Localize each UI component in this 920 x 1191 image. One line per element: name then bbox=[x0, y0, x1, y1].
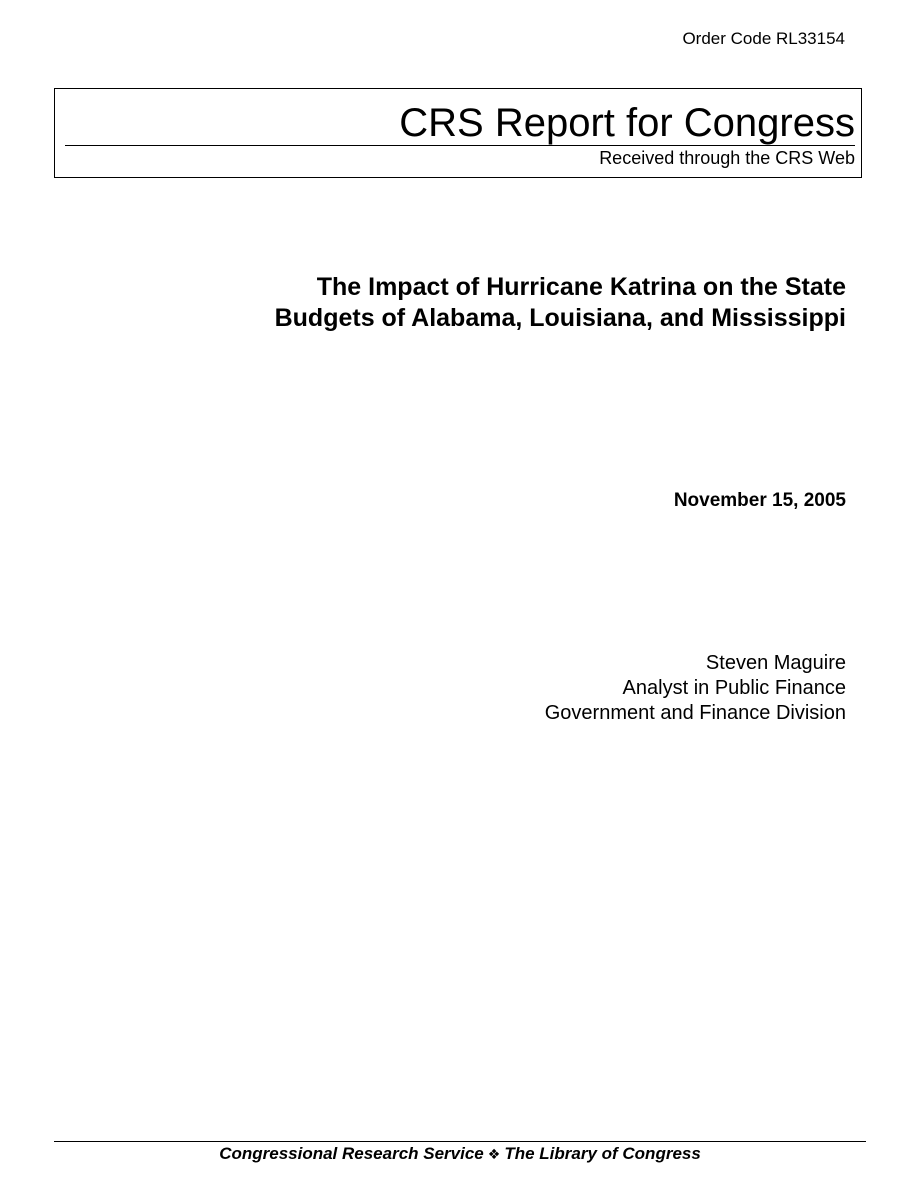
report-date: November 15, 2005 bbox=[673, 490, 846, 511]
header-title: CRS Report for Congress bbox=[399, 101, 855, 145]
author-division: Government and Finance Division bbox=[544, 702, 846, 724]
footer-library: The Library of Congress bbox=[504, 1144, 701, 1163]
header-subtitle: Received through the CRS Web bbox=[599, 148, 855, 168]
report-title-line: The Impact of Hurricane Katrina on the State bbox=[316, 273, 846, 301]
footer-divider bbox=[54, 1141, 866, 1142]
report-title-line: Budgets of Alabama, Louisiana, and Mississippi bbox=[274, 304, 846, 332]
footer bbox=[0, 1143, 920, 1166]
author-name: Steven Maguire bbox=[705, 652, 846, 674]
report-header-box bbox=[54, 88, 862, 178]
header-divider bbox=[65, 145, 855, 146]
report-title bbox=[126, 272, 846, 334]
footer-org: Congressional Research Service bbox=[219, 1144, 484, 1163]
author-block bbox=[545, 651, 846, 726]
author-position: Analyst in Public Finance bbox=[622, 677, 846, 699]
order-code: Order Code RL33154 bbox=[682, 29, 845, 48]
diamond-separator-icon: ❖ bbox=[487, 1147, 501, 1163]
